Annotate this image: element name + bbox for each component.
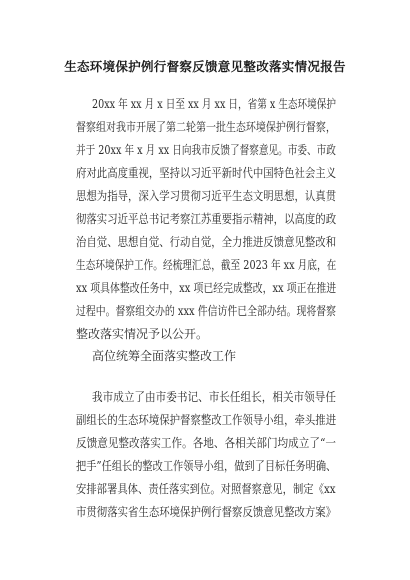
section-line: 市贯彻落实省生态环境保护例行督察反馈意见整改方案》 <box>76 505 337 519</box>
section-line: 安排部署具体、责任落实到位。对照督察意见，制定《xx <box>76 482 336 496</box>
intro-line: 彻落实习近平总书记考察江苏重要指示精神，以高度的政 <box>76 212 337 226</box>
intro-line: 府对此高度重视，坚持以习近平新时代中国特色社会主义 <box>76 166 337 180</box>
intro-line: 20xx 年 xx 月 x 日至 xx 月 xx 日，省第 x 生态环境保护 <box>92 97 336 111</box>
intro-line: 并于 20xx 年 x 月 xx 日向我市反馈了督察意见。市委、市政 <box>76 143 336 157</box>
section-line: 我市成立了由市委书记、市长任组长，相关市领导任 <box>92 390 336 404</box>
intro-line: 思想为指导，深入学习贯彻习近平生态文明思想，认真贯 <box>76 189 337 203</box>
section-heading: 高位统筹全面落实整改工作 <box>92 349 237 363</box>
section-line: 反馈意见整改落实工作。各地、各相关部门均成立了“一 <box>76 436 337 450</box>
intro-line: 整改落实情况予以公开。 <box>76 327 209 341</box>
intro-line: 治自觉、思想自觉、行动自觉，全力推进反馈意见整改和 <box>76 235 337 249</box>
section-line: 副组长的生态环境保护督察整改工作领导小组，牵头推进 <box>76 413 337 427</box>
section-line: 把手”任组长的整改工作领导小组，做到了目标任务明确、 <box>76 459 337 473</box>
document-title: 生态环境保护例行督察反馈意见整改落实情况报告 <box>64 59 346 74</box>
intro-line: 生态环境保护工作。经梳理汇总，截至 2023 年 xx 月底，在 <box>76 258 337 272</box>
intro-line: xx 项具体整改任务中，xx 项已经完成整改，xx 项正在推进 <box>76 281 337 295</box>
intro-line: 过程中。督察组交办的 xxx 件信访件已全部办结。现将督察 <box>76 304 337 318</box>
intro-line: 督察组对我市开展了第二轮第一批生态环境保护例行督察， <box>76 120 336 134</box>
